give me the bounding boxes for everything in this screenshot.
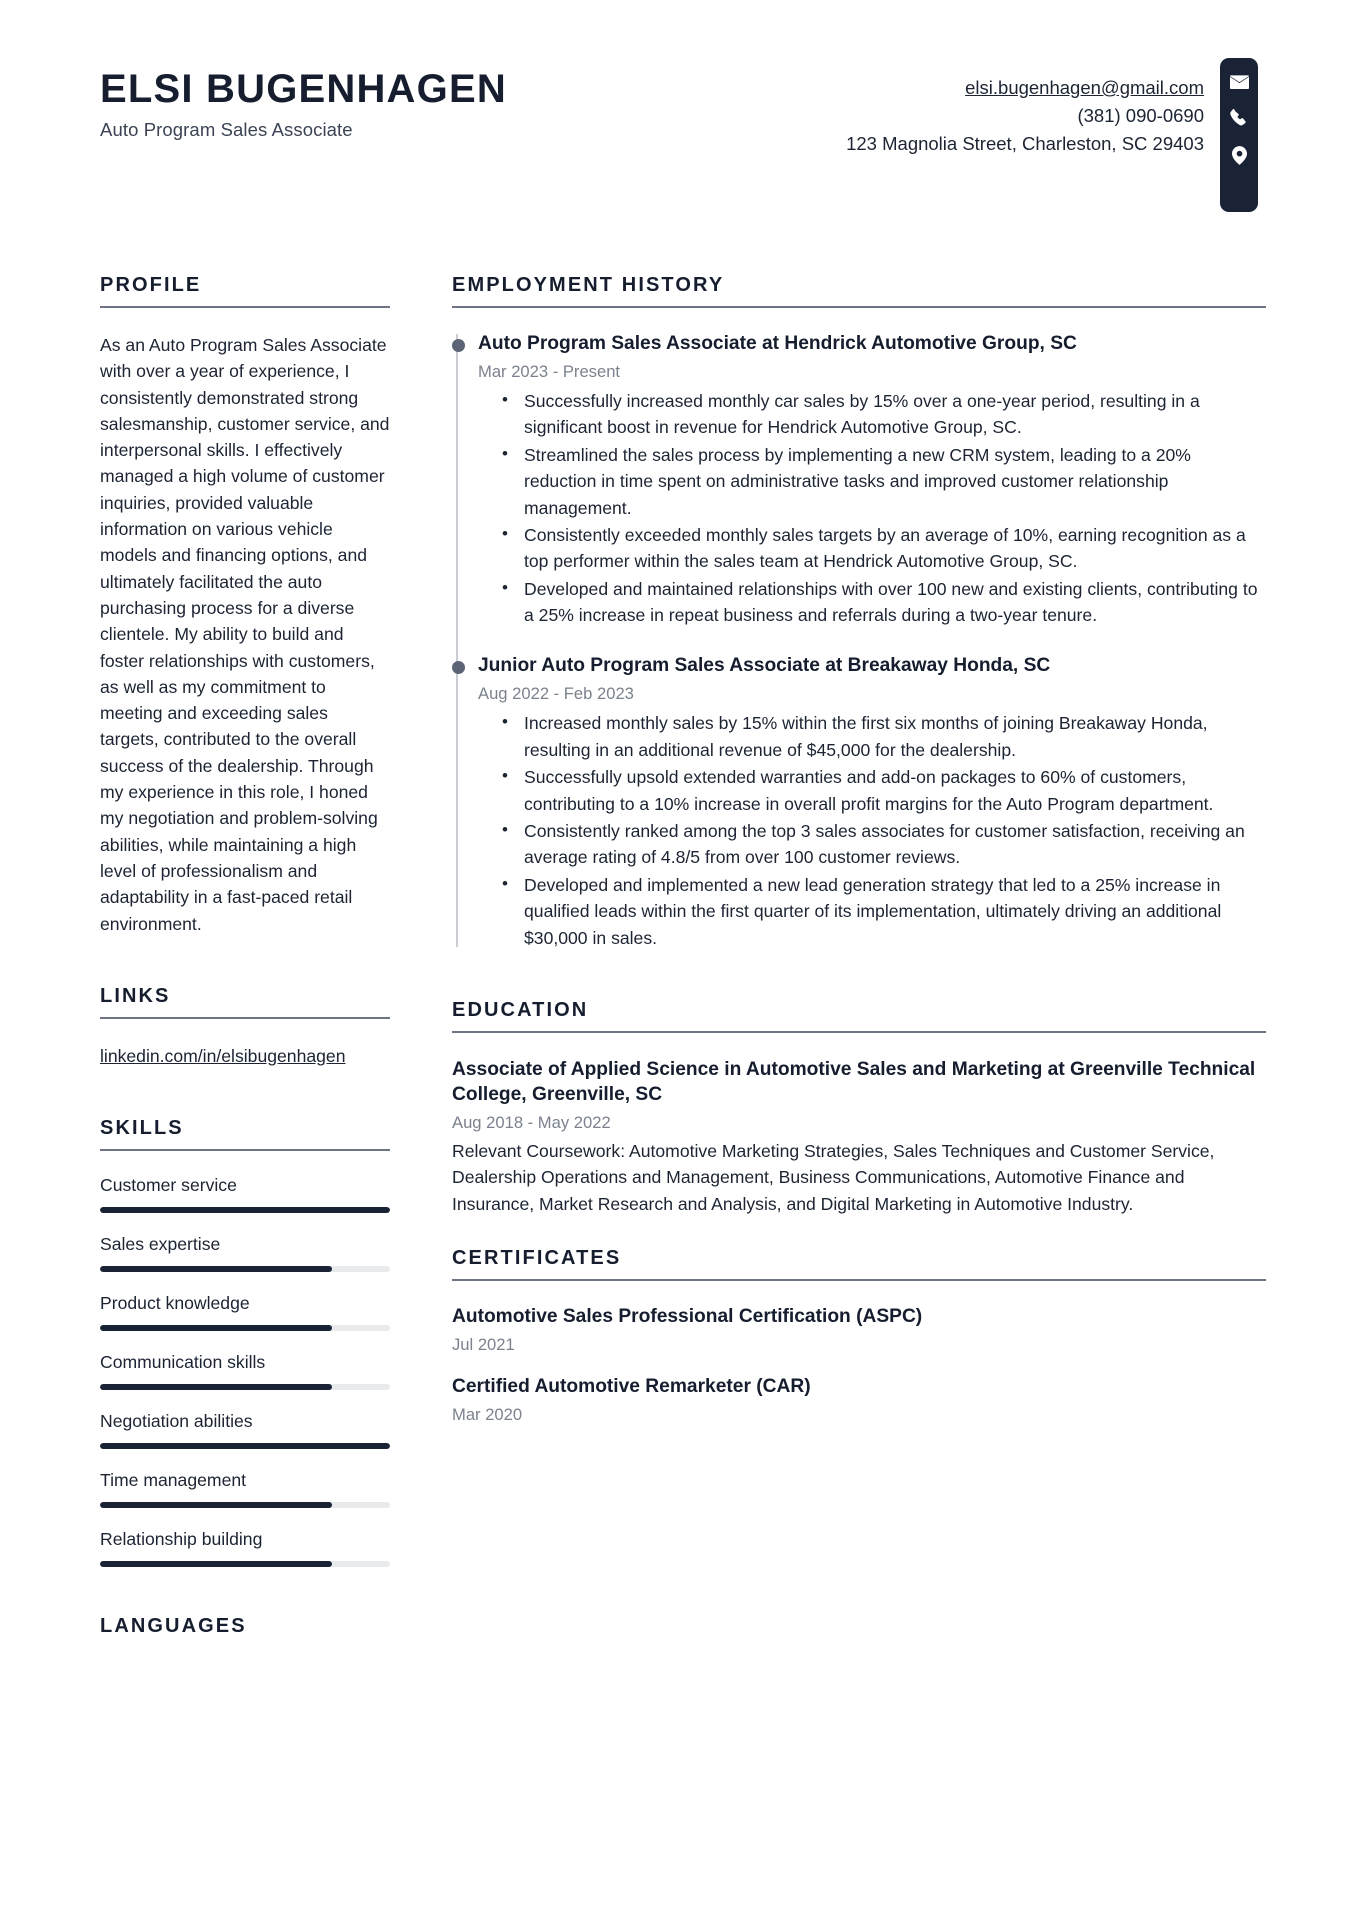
job-bullet: • Successfully increased monthly car sales by 15% over a one-year period, resulting in a significant boost in revenue for Hendrick Automotive Group, SC. [502, 388, 1266, 441]
skill-label: Negotiation abilities [100, 1411, 253, 1432]
skill-label: Time management [100, 1470, 247, 1491]
job-bullet: • Streamlined the sales process by implementing a new CRM system, leading to a 20% reduction in time spent on administrative tasks and improved customer relationship management. [502, 442, 1266, 521]
skill-level-fill [100, 1384, 332, 1390]
contact-lines [846, 58, 1220, 158]
section-divider [452, 1279, 1266, 1281]
section-languages [100, 1615, 390, 1638]
skill-level-fill [100, 1502, 332, 1508]
skill-level-fill [100, 1443, 390, 1449]
section-divider [452, 306, 1266, 308]
skill-level-fill [100, 1561, 332, 1567]
skill-level-fill [100, 1325, 332, 1331]
skill-level-fill [100, 1207, 390, 1213]
sidebar [100, 274, 390, 1686]
job-bullet: • Developed and maintained relationships with over 100 new and existing clients, contributing to a 25% increase in repeat business and referrals during a two-year tenure. [502, 576, 1266, 629]
section-title-links: LINKS [100, 984, 171, 1007]
skill-level-bar [100, 1266, 390, 1272]
job-bullet: • Successfully upsold extended warranties and add-on packages to 60% of customers, contributing to a 10% increase in overall profit margins for the Auto Program department. [502, 764, 1266, 817]
identity-block [100, 58, 507, 141]
certificate-date: Mar 2020 [452, 1405, 523, 1425]
job-bullet-list [478, 388, 1266, 629]
skill-level-bar [100, 1502, 390, 1508]
address-text: 123 Magnolia Street, Charleston, SC 29403 [846, 133, 1204, 155]
certificate-date: Jul 2021 [452, 1335, 515, 1355]
skill-item [100, 1234, 390, 1272]
skill-label: Product knowledge [100, 1293, 250, 1314]
section-title-education: EDUCATION [452, 998, 589, 1021]
envelope-icon [1230, 75, 1249, 90]
education-dates: Aug 2018 - May 2022 [452, 1113, 611, 1132]
section-title-employment: EMPLOYMENT HISTORY [452, 274, 725, 296]
section-title-skills: SKILLS [100, 1117, 184, 1140]
job-heading: Junior Auto Program Sales Associate at Breakaway Honda, SC [478, 655, 1051, 677]
section-title-profile: PROFILE [100, 274, 202, 296]
section-divider [100, 306, 390, 308]
section-title-languages: LANGUAGES [100, 1615, 247, 1638]
profile-text: As an Auto Program Sales Associate with over a year of experience, I consistently demonstrated strong salesmanship, customer service, and interpersonal skills. I effectively managed a high volume of customer inquiries, provided valuable information on various vehicle models and financing options, and ultimately facilitated the auto purchasing process for a diverse clientele. My ability to build and foster relationships with customers, as well as my commitment to meeting and exceeding sales targets, contributed to the overall success of the dealership. Through my experience in this role, I honed my negotiation and problem-solving abilities, while maintaining a high level of professionalism and adaptability in a fast-paced retail environment. [100, 335, 390, 934]
resume-body [100, 274, 1266, 1686]
section-profile [100, 274, 390, 937]
link-item[interactable]: linkedin.com/in/elsibugenhagen [100, 1045, 346, 1066]
resume-header [100, 0, 1266, 212]
location-pin-icon [1232, 146, 1247, 165]
section-divider [452, 1031, 1266, 1033]
section-education [452, 999, 1266, 1217]
certificate-entry [452, 1305, 1266, 1355]
section-divider [100, 1017, 390, 1019]
main-content [452, 274, 1266, 1473]
job-bullet: • Increased monthly sales by 15% within the first six months of joining Breakaway Honda, resulting in an additional revenue of $45,000 for the dealership. [502, 710, 1266, 763]
skill-level-fill [100, 1266, 332, 1272]
certificate-entry [452, 1375, 1266, 1425]
skill-label: Customer service [100, 1175, 237, 1196]
skill-level-bar [100, 1561, 390, 1567]
skill-label: Sales expertise [100, 1234, 221, 1255]
contact-icon-strip [1220, 58, 1258, 212]
job-heading: Auto Program Sales Associate at Hendrick Automotive Group, SC [478, 333, 1077, 354]
section-certificates [452, 1247, 1266, 1425]
job-bullet: • Consistently exceeded monthly sales targets by an average of 10%, earning recognition as a top performer within the sales team at Hendrick Automotive Group, SC. [502, 522, 1266, 575]
skills-list [100, 1175, 390, 1567]
certificate-name: Certified Automotive Remarketer (CAR) [452, 1376, 811, 1398]
employment-entry [478, 332, 1266, 628]
skill-label: Relationship building [100, 1529, 263, 1550]
job-bullet: • Consistently ranked among the top 3 sales associates for customer satisfaction, receiving an average rating of 4.8/5 from over 100 customer reviews. [502, 818, 1266, 871]
skill-item [100, 1293, 390, 1331]
skill-item [100, 1470, 390, 1508]
section-links [100, 985, 390, 1069]
education-list [452, 1057, 1266, 1217]
job-title-subtitle: Auto Program Sales Associate [100, 119, 353, 140]
education-entry [452, 1057, 1266, 1217]
skill-item [100, 1175, 390, 1213]
phone-icon [1230, 109, 1248, 127]
education-description: Relevant Coursework: Automotive Marketing Strategies, Sales Techniques and Customer Service, Dealership Operations and Management, Business Communications, Automotive Finance and Insurance, Market Research and Analysis, and Digital Marketing in Automotive Industry. [452, 1141, 1215, 1214]
skill-item [100, 1352, 390, 1390]
skill-level-bar [100, 1384, 390, 1390]
skill-item [100, 1529, 390, 1567]
email-link[interactable]: elsi.bugenhagen@gmail.com [965, 77, 1204, 98]
skill-level-bar [100, 1443, 390, 1449]
employment-entry [478, 654, 1266, 950]
job-dates: Mar 2023 - Present [478, 361, 621, 381]
section-title-certificates: CERTIFICATES [452, 1247, 622, 1270]
job-bullet: • Developed and implemented a new lead generation strategy that led to a 25% increase in qualified leads within the first quarter of its implementation, ultimately driving an additional $30,000 in sales. [502, 872, 1266, 951]
section-skills [100, 1117, 390, 1567]
section-employment-history [452, 274, 1266, 951]
contact-block [846, 58, 1258, 212]
section-divider [100, 1149, 390, 1151]
certificates-list [452, 1305, 1266, 1425]
page-title: ELSI BUGENHAGEN [100, 67, 507, 111]
job-bullet-list [478, 710, 1266, 951]
certificate-name: Automotive Sales Professional Certification (ASPC) [452, 1306, 923, 1328]
phone-number: (381) 090-0690 [1077, 105, 1204, 127]
timeline-dot-icon [452, 339, 465, 352]
timeline-dot-icon [452, 661, 465, 674]
skill-level-bar [100, 1325, 390, 1331]
skill-label: Communication skills [100, 1352, 266, 1373]
education-heading: Associate of Applied Science in Automotive Sales and Marketing at Greenville Technical College, Greenville, SC [452, 1058, 1256, 1106]
job-dates: Aug 2022 - Feb 2023 [478, 684, 634, 704]
skill-level-bar [100, 1207, 390, 1213]
employment-timeline [452, 332, 1266, 951]
skill-item [100, 1411, 390, 1449]
